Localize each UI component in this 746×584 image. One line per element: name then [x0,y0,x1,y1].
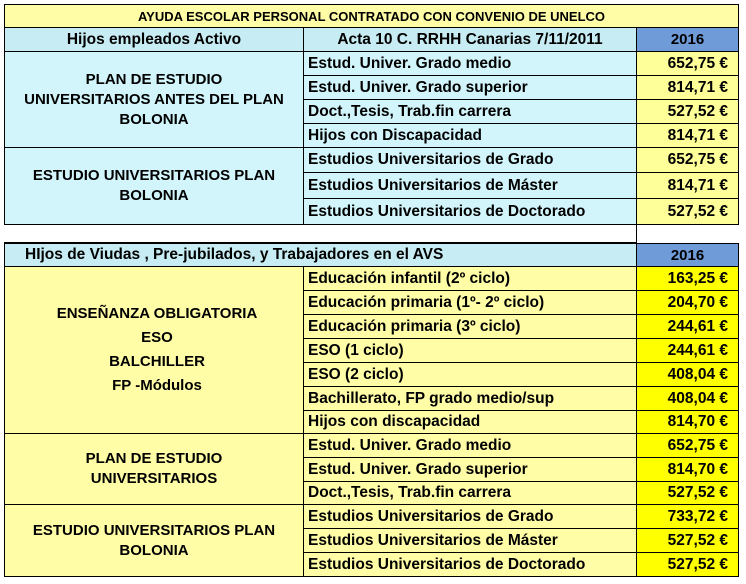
row-label: Doct.,Tesis, Trab.fin carrera [303,481,637,505]
row-label: Bachillerato, FP grado medio/sup [303,386,637,411]
row-amount: 814,71 € [636,172,739,199]
row-label: Hijos con discapacidad [303,410,637,434]
group-label [4,433,304,505]
group-label-line: BALCHILLER [109,353,205,370]
row-label: Estudios Universitarios de Grado [303,504,637,529]
row-amount: 652,75 € [636,433,739,458]
row-amount: 733,72 € [636,504,739,529]
row-label: ESO (2 ciclo) [303,362,637,387]
group-label [4,147,304,225]
row-amount: 408,04 € [636,386,739,411]
row-amount: 527,52 € [636,552,739,577]
row-amount: 652,75 € [636,147,739,173]
group-label-line: PLAN DE ESTUDIO [85,450,223,467]
row-amount: 527,52 € [636,528,739,553]
row-amount: 204,70 € [636,290,739,315]
group-label-line: BOLONIA [119,187,189,204]
group-label-line: PLAN DE ESTUDIO [85,70,223,88]
row-label: Hijos con Discapacidad [303,123,637,148]
group-label-line: ENSEÑANZA OBLIGATORIA [56,305,258,322]
row-amount: 527,52 € [636,99,739,124]
row-amount: 527,52 € [636,198,739,225]
group-label [4,504,304,577]
group-label-line: ESTUDIO UNIVERSITARIOS PLAN [32,521,276,539]
group-label-line: BOLONIA [119,541,189,559]
row-label: Estudios Universitarios de Máster [303,172,637,199]
group-label-line: BOLONIA [119,110,189,128]
section2-header-left: HIjos de Viudas , Pre-jubilados, y Trabajadores en el AVS [4,243,637,267]
row-amount: 244,61 € [636,338,739,363]
row-label: Estud. Univer. Grado medio [303,51,637,76]
row-label: Estud. Univer. Grado superior [303,457,637,482]
row-amount: 814,70 € [636,457,739,482]
row-label: Educación primaria (1º- 2º ciclo) [303,290,637,315]
row-label: ESO (1 ciclo) [303,338,637,363]
row-amount: 244,61 € [636,314,739,339]
group-label [4,266,304,434]
row-label: Doct.,Tesis, Trab.fin carrera [303,99,637,124]
row-label: Educación infantil (2º ciclo) [303,266,637,291]
row-amount: 408,04 € [636,362,739,387]
group-label-line: UNIVERSITARIOS ANTES DEL PLAN [24,90,284,108]
row-label: Estudios Universitarios de Doctorado [303,552,637,577]
group-label-line: ESTUDIO UNIVERSITARIOS PLAN [32,167,276,184]
row-label: Estudios Universitarios de Grado [303,147,637,173]
row-label: Estudios Universitarios de Doctorado [303,198,637,225]
group-label-line: UNIVERSITARIOS [90,470,218,487]
row-amount: 527,52 € [636,481,739,505]
row-label: Estud. Univer. Grado medio [303,433,637,458]
table-title: AYUDA ESCOLAR PERSONAL CONTRATADO CON CONVENIO DE UNELCO [4,4,739,28]
section2-year: 2016 [636,243,739,267]
row-label: Estud. Univer. Grado superior [303,75,637,100]
section1-header-left: Hijos empleados Activo [4,27,304,52]
row-amount: 652,75 € [636,51,739,76]
row-amount: 814,70 € [636,410,739,434]
row-label: Educación primaria (3º ciclo) [303,314,637,339]
group-label [4,51,304,148]
row-label: Estudios Universitarios de Máster [303,528,637,553]
row-amount: 163,25 € [636,266,739,291]
group-label-line: FP -Módulos [112,377,202,394]
row-amount: 814,71 € [636,75,739,100]
section1-year: 2016 [636,27,739,52]
section1-header-mid: Acta 10 C. RRHH Canarias 7/11/2011 [303,27,637,52]
row-amount: 814,71 € [636,123,739,148]
group-label-line: ESO [141,329,173,346]
